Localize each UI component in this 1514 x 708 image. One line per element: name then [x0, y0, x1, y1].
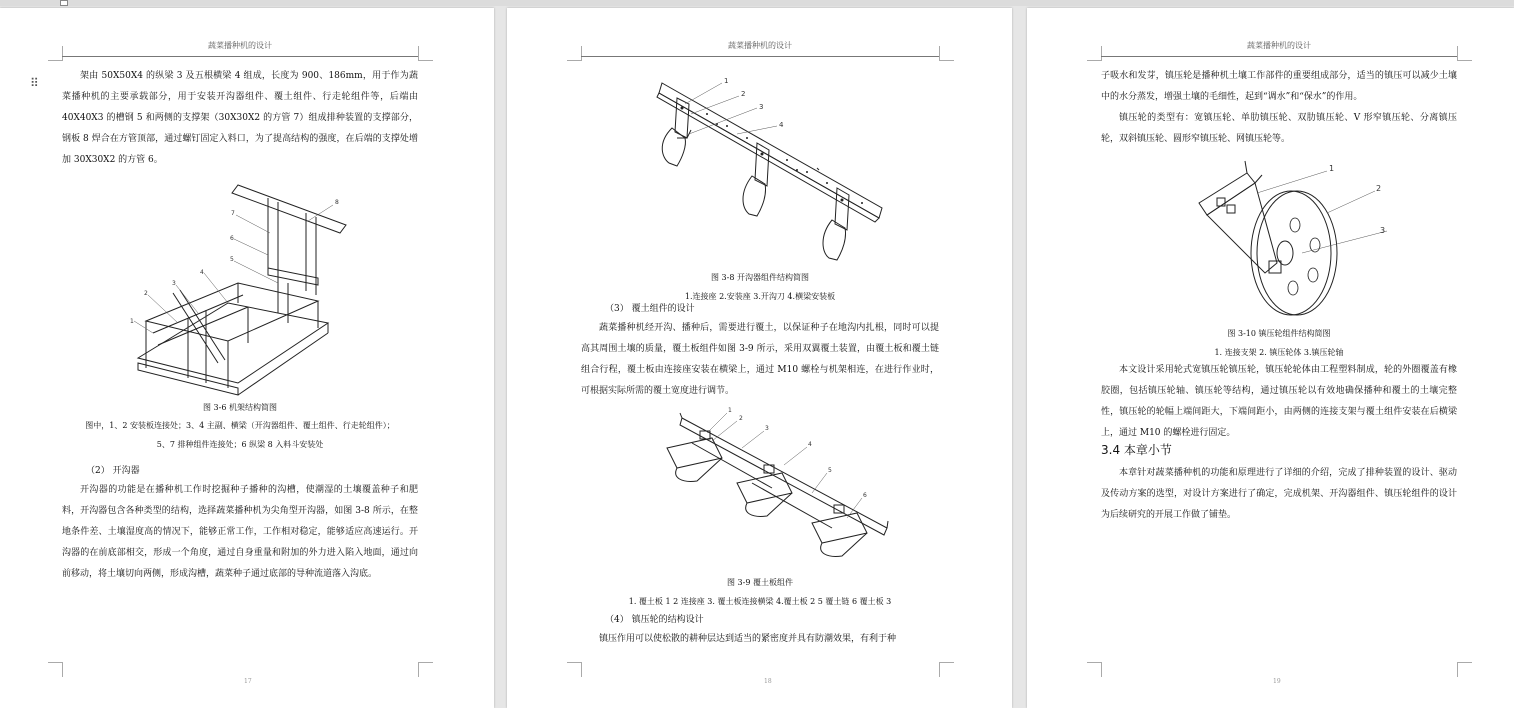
body-text	[581, 318, 939, 402]
body-text	[1101, 66, 1457, 150]
callout-label: 4	[200, 269, 204, 276]
paragraph: 本文设计采用轮式宽镇压轮镇压轮，镇压轮轮体由工程塑料制成，轮的外圈覆盖有橡胶圈，包括镇压轮轴、镇压轮等结构，通过镇压轮以有效地确保播种和覆土的土壤完整性，镇压轮的轮幅上端间距大，下端间距小，由两侧的连接支架与覆土组件安装在后横梁上，通过 M10 的螺栓进行固定。	[1101, 365, 1457, 438]
callout-label: 3	[1380, 226, 1386, 235]
page-number: 19	[1273, 678, 1281, 685]
crop-mark	[1457, 46, 1472, 61]
callout-label: 2	[739, 415, 743, 422]
callout-label: 7	[231, 210, 235, 217]
callout-label: 1	[728, 407, 732, 414]
crop-mark	[939, 662, 954, 677]
figure-caption: 图 3-10 镇压轮组件结构简图	[1227, 329, 1331, 338]
paragraph: 子吸水和发芽，镇压轮是播种机土壤工作部件的重要组成部分，适当的镇压可以减少土壤中的水分蒸发，增强土壤的毛细性，起到“调水”和“保水”的作用。	[1101, 71, 1457, 102]
crop-mark	[567, 662, 582, 677]
section-heading: 3.4 本章小节	[1101, 443, 1172, 457]
crop-mark	[1087, 46, 1102, 61]
page-number: 18	[764, 678, 772, 685]
paragraph: 镇压作用可以使松散的耕种层达到适当的紧密度并具有防潮效果，有利于种	[599, 634, 897, 644]
figure-legend: 1.连接座 2.安装座 3.开沟刀 4.横梁安装板	[684, 292, 836, 301]
figure-note: 图中，1、2 安装板连接处；3、4 主副、横梁（开沟器组件、覆土组件、行走轮组件）；	[85, 421, 395, 430]
paragraph: 蔬菜播种机经开沟、播种后，需要进行覆土，以保证种子在地沟内扎根，同时可以提高其周围土壤的质量，覆土板组件如图 3-9 所示，采用双翼覆土装置，由覆土板和覆土链组合行程，覆土板由连接座安装在横梁上，通过 M10 螺栓与机架相连，在进行作业时，可根据实际所需的覆土宽度进行调节。	[581, 323, 939, 396]
page-header: 蔬菜播种机的设计	[1247, 41, 1311, 50]
callout-label: 3	[765, 425, 769, 432]
callout-label: 6	[230, 235, 234, 242]
header-rule	[1101, 56, 1457, 57]
header-rule	[581, 56, 939, 57]
crop-mark	[1457, 662, 1472, 677]
figure-caption: 图 3-6 机架结构简图	[203, 403, 277, 412]
body-text	[581, 629, 939, 650]
figure-note: 5、7 排种组件连接处；6 纵梁 8 入料斗安装处	[156, 440, 324, 449]
callout-label: 5	[828, 467, 832, 474]
callout-label: 8	[335, 199, 339, 206]
ruler-marker[interactable]	[60, 0, 68, 6]
furrow-opener-figure	[647, 68, 887, 268]
figure-legend: 1. 覆土板 1 2 连接座 3. 覆土板连接横梁 4.覆土板 2 5 覆土链 6 覆土板 3	[628, 597, 892, 606]
crop-mark	[418, 46, 433, 61]
crop-mark	[48, 662, 63, 677]
page-18	[507, 8, 1012, 708]
paragraph: 本章针对蔬菜播种机的功能和原理进行了详细的介绍，完成了排种装置的设计、驱动及传动方案的选型，对设计方案进行了确定，完成机架、开沟器组件、镇压轮组件的设计为后续研究的开展工作做了铺垫。	[1101, 468, 1457, 520]
callout-label: 1	[130, 318, 134, 325]
top-ruler-bar	[0, 0, 1514, 6]
callout-label: 4	[779, 121, 784, 129]
callout-label: 1	[724, 77, 729, 85]
callout-label: 3	[759, 103, 764, 111]
page-19	[1027, 8, 1514, 708]
body-text	[1101, 360, 1457, 444]
body-text	[1101, 463, 1457, 526]
callout-label: 2	[1376, 184, 1382, 193]
soil-cover-figure	[652, 403, 902, 573]
body-text	[62, 480, 418, 585]
crop-mark	[1087, 662, 1102, 677]
crop-mark	[939, 46, 954, 61]
section-label: （3） 覆土组件的设计	[605, 304, 695, 314]
figure-legend: 1. 连接支架 2. 镇压轮体 3.镇压轮轴	[1214, 348, 1344, 357]
page-header: 蔬菜播种机的设计	[728, 41, 792, 50]
section-label: （4） 镇压轮的结构设计	[605, 615, 704, 625]
paragraph: 镇压轮的类型有：宽镇压轮、单肋镇压轮、双肋镇压轮、V 形窄镇压轮、分离镇压轮，双斜镇压轮、圆形窄镇压轮、网镇压轮等。	[1101, 113, 1457, 144]
crop-mark	[418, 662, 433, 677]
page-header: 蔬菜播种机的设计	[208, 41, 272, 50]
section-label: （2） 开沟器	[86, 466, 140, 476]
paragraph: 开沟器的功能是在播种机工作时挖掘种子播种的沟槽，使潮湿的土壤覆盖种子和肥料，开沟器包含各种类型的结构，选择蔬菜播种机为尖角型开沟器，如图 3-8 所示，在整地条件差、土壤湿度高的情况下，能够正常工作，工作相对稳定，能够适应高速运行。开沟器的在前底部相交，形成一个角度，通过自身重量和附加的外力进入陷入地面，通过向前移动，将土壤切向两侧，形成沟槽，蔬菜种子通过底部的导种流道落入沟底。	[62, 485, 418, 579]
callout-label: 4	[808, 441, 812, 448]
callout-label: 6	[863, 492, 867, 499]
header-rule	[62, 56, 418, 57]
press-wheel-figure	[1187, 153, 1387, 323]
drag-handle-icon[interactable]: ⠿	[30, 76, 39, 90]
callout-label: 5	[230, 256, 234, 263]
callout-label: 2	[741, 90, 746, 98]
frame-structure-figure	[128, 173, 358, 403]
body-text	[62, 66, 418, 171]
page-17	[0, 8, 494, 708]
callout-label: 2	[144, 290, 148, 297]
figure-caption: 图 3-9 覆土板组件	[727, 578, 793, 587]
paragraph: 架由 50X50X4 的纵梁 3 及五根横梁 4 组成，长度为 900、186mm，用于作为蔬菜播种机的主要承载部分，用于安装开沟器组件、覆土组件、行走轮组件等，后端由 40X40X3 的槽钢 5 和两侧的支撑架（30X30X2 的方管 7）组成排种装置的支撑部分，钢板 8 焊合在方管顶部，通过螺钉固定入料口，为了提高结构的强度，在后端的支撑处增加 30X30X2 的方管 6。	[62, 71, 418, 165]
callout-label: 1	[1329, 164, 1335, 173]
crop-mark	[567, 46, 582, 61]
page-number: 17	[244, 678, 252, 685]
crop-mark	[48, 46, 63, 61]
figure-caption: 图 3-8 开沟器组件结构简图	[711, 273, 809, 282]
callout-label: 3	[172, 280, 176, 287]
